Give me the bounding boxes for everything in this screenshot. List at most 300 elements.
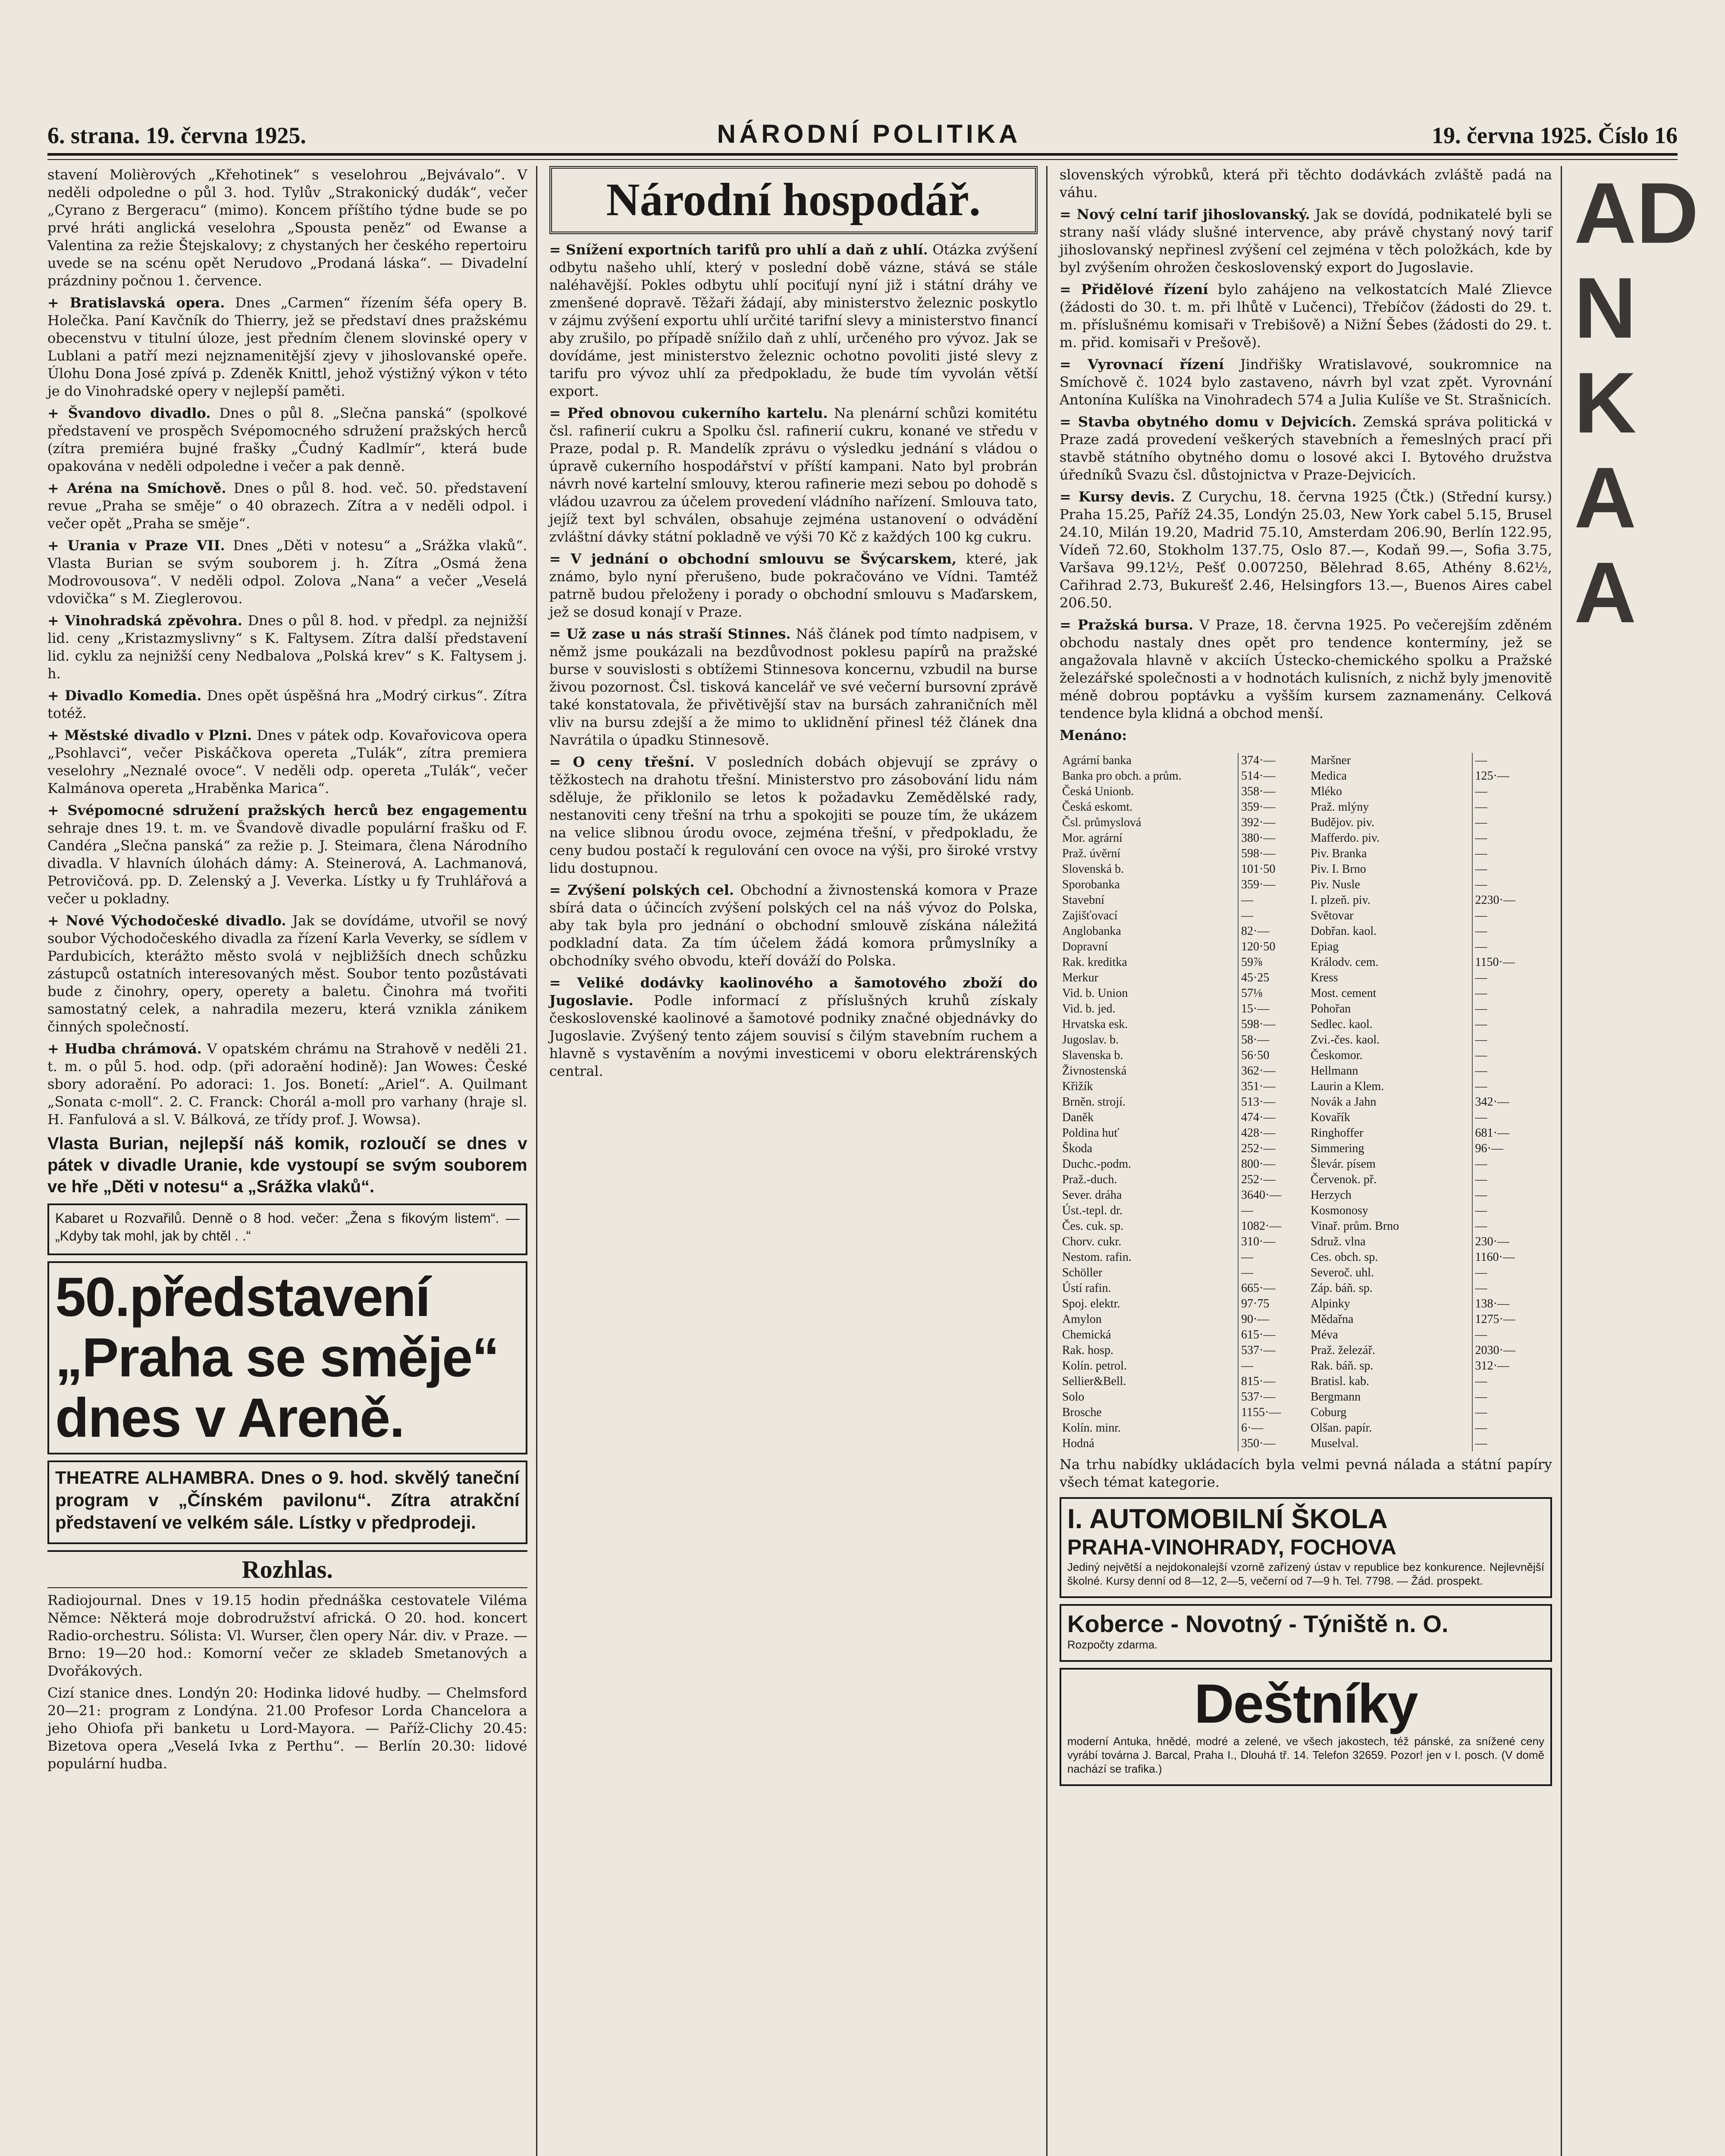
stock-name: Novák a Jahn bbox=[1308, 1094, 1472, 1110]
article-body: Náš článek pod tímto nadpisem, v němž jsme poukázali na bezdůvodnost poklesu papírů na pražské burse v souvislosti s obtížemi Stinnesova koncernu, vzbudil na burse živou pozornost. Čsl. tisková kancelář ve své večerní bursovní zprávě také konstatovala, že přivětivější stav na bursách zahraničních měl vliv na bursu zdejší a že mimo to uklidnění přinesl též článek dna Navrátila o úpadku Stinnesově. bbox=[549, 626, 1038, 748]
table-row bbox=[1060, 846, 1304, 862]
columns bbox=[47, 165, 1699, 2156]
stock-price: — bbox=[1475, 1390, 1487, 1404]
stock-name: Česká Unionb. bbox=[1060, 784, 1238, 799]
article bbox=[47, 479, 527, 533]
stock-name: Sever. dráha bbox=[1060, 1188, 1238, 1203]
table-row bbox=[1308, 924, 1552, 939]
table-row bbox=[1308, 799, 1552, 815]
stock-price: 537·— bbox=[1241, 1390, 1276, 1404]
stock-price: 1160·— bbox=[1475, 1250, 1515, 1264]
article-head: = O ceny třešní. bbox=[549, 754, 695, 770]
stock-name: Brosche bbox=[1060, 1405, 1238, 1420]
stock-name: Ústí rafin. bbox=[1060, 1281, 1238, 1296]
stock-price: — bbox=[1475, 1188, 1487, 1202]
table-row bbox=[1308, 1188, 1552, 1203]
article bbox=[47, 612, 527, 683]
stock-price: — bbox=[1241, 1359, 1253, 1373]
stock-price: 665·— bbox=[1241, 1282, 1276, 1295]
arena-line-1: 50.představení bbox=[55, 1266, 430, 1328]
stock-price: 537·— bbox=[1241, 1344, 1276, 1357]
stock-price: 342·— bbox=[1475, 1095, 1509, 1109]
table-row bbox=[1060, 815, 1304, 830]
article-head: = V jednání o obchodní smlouvu se Švýcarskem, bbox=[549, 551, 957, 567]
stock-name: Sdruž. vlna bbox=[1308, 1234, 1472, 1250]
table-row bbox=[1308, 1389, 1552, 1405]
stock-name: Křižík bbox=[1060, 1079, 1238, 1094]
table-row bbox=[1060, 1094, 1304, 1110]
kabaret-text: Kabaret u Rozvařilů. Denně o 8 hod. večer: „Žena s fikovým listem“. — „Kdyby tak mohl, jak by chtěl . .“ bbox=[55, 1210, 520, 1244]
stock-price: 380·— bbox=[1241, 831, 1276, 845]
table-row bbox=[1060, 862, 1304, 877]
article-head: + Urania v Praze VII. bbox=[47, 537, 225, 554]
table-row bbox=[1308, 1172, 1552, 1188]
stock-price: — bbox=[1475, 987, 1487, 1000]
stock-name: Muselval. bbox=[1308, 1436, 1472, 1451]
stock-price: — bbox=[1475, 1111, 1487, 1124]
stock-price: — bbox=[1475, 847, 1487, 860]
koberce-title: Koberce - Novotný - Týniště n. O. bbox=[1067, 1610, 1449, 1637]
stock-price: 252·— bbox=[1241, 1142, 1276, 1155]
table-row bbox=[1060, 830, 1304, 846]
stock-price: — bbox=[1241, 893, 1253, 907]
table-row bbox=[1060, 1374, 1304, 1389]
column-economy bbox=[549, 166, 1048, 2156]
article-head: + Švandovo divadlo. bbox=[47, 405, 211, 421]
table-row bbox=[1308, 1358, 1552, 1374]
stock-name: Piv. Branka bbox=[1308, 846, 1472, 862]
table-row bbox=[1308, 1079, 1552, 1094]
stock-name: Solo bbox=[1060, 1389, 1238, 1405]
article-head: = Už zase u nás straší Stinnes. bbox=[549, 626, 791, 642]
article-body: Otázka zvýšení odbytu našeho uhlí, který v poslední době vázne, stává se stále naléhavější. Pokles odbytu uhlí pociťují nyní již i státní dráhy ve zmenšené dopravě. Těžaři žádají, aby ministerstvo železnic poskytlo v zájmu zvýšení exportu uhlí určité tarifní slevy a ministerstvo financí aby zrušilo, po případě snížilo daň z uhlí, určeného pro vývoz. Jak se dovídáme, jest ministerstvo železnic ochotno povoliti jisté slevy z tarifu pro vývoz uhlí za předpokladu, že bude tím vyvolán větší export. bbox=[549, 241, 1038, 399]
stock-price: 1275·— bbox=[1475, 1313, 1515, 1326]
stock-name: Sedlec. kaol. bbox=[1308, 1017, 1472, 1032]
article-body: sehraje dnes 19. t. m. ve Švandově divadle populární frašku od F. Candéra „Slečna panská“ za režie p. J. Steimara, člena Národního divadla. V hlavních úlohách dámy: A. Steinerová, A. Lachmanová, Petrovičová. pp. D. Zelenský a J. Veverka. Lístky u fy Truhlářová a večer u pokladny. bbox=[47, 820, 527, 907]
stock-name: Medica bbox=[1308, 768, 1472, 784]
stock-price: — bbox=[1475, 1080, 1487, 1093]
table-row bbox=[1308, 955, 1552, 970]
stock-price: — bbox=[1475, 785, 1487, 798]
table-row bbox=[1060, 768, 1304, 784]
stock-name: Hellmann bbox=[1308, 1063, 1472, 1079]
stock-price: 513·— bbox=[1241, 1095, 1276, 1109]
table-row bbox=[1060, 1343, 1304, 1358]
stock-name: Rak. kreditka bbox=[1060, 955, 1238, 970]
stock-price: 359·— bbox=[1241, 800, 1276, 814]
table-row bbox=[1060, 877, 1304, 893]
stock-name: Českomor. bbox=[1308, 1048, 1472, 1063]
article-body: Jindřišky Wratislavové, soukromnice na Smíchově č. 1024 bylo zastaveno, návrh byl vzat zpět. Vyrovnání Antonína Kulíška na Vinohradech 574 a Julia Kulíše ve St. Strašnicích. bbox=[1059, 356, 1552, 408]
article bbox=[549, 881, 1038, 970]
stock-name: Čes. cuk. sp. bbox=[1060, 1219, 1238, 1234]
stock-price: — bbox=[1475, 800, 1487, 814]
stock-price: 57⅛ bbox=[1241, 987, 1262, 1000]
stock-name: Nestom. rafin. bbox=[1060, 1250, 1238, 1265]
stock-name: Pohořan bbox=[1308, 1001, 1472, 1017]
table-row bbox=[1308, 1156, 1552, 1172]
stock-price: 681·— bbox=[1475, 1126, 1509, 1140]
stock-name: Mědařna bbox=[1308, 1312, 1472, 1327]
stock-name: Mor. agrární bbox=[1060, 830, 1238, 846]
stock-name: Chemická bbox=[1060, 1327, 1238, 1343]
intro-text: slovenských výrobků, která při těchto dodávkách zvláště padá na váhu. bbox=[1059, 166, 1552, 201]
stock-name: Schöller bbox=[1060, 1265, 1238, 1281]
stock-name: Praž. železář. bbox=[1308, 1343, 1472, 1358]
table-row bbox=[1308, 1420, 1552, 1436]
article-head: = Kursy devis. bbox=[1059, 489, 1175, 505]
stock-price: 351·— bbox=[1241, 1080, 1276, 1093]
auto-line-2: PRAHA-VINOHRADY, FOCHOVA bbox=[1067, 1535, 1396, 1559]
stock-name: Králodv. cem. bbox=[1308, 955, 1472, 970]
stock-name: Rak. báň. sp. bbox=[1308, 1358, 1472, 1374]
article bbox=[1060, 206, 1552, 276]
stock-name: Slovenská b. bbox=[1060, 862, 1238, 877]
stock-name: Duchc.-podm. bbox=[1060, 1156, 1238, 1172]
article-head: = Přidělové řízení bbox=[1059, 281, 1208, 298]
table-row bbox=[1060, 1172, 1304, 1188]
stock-name: Severoč. uhl. bbox=[1308, 1265, 1472, 1281]
stock-price: 428·— bbox=[1241, 1126, 1276, 1140]
stock-price: — bbox=[1475, 1437, 1487, 1450]
stock-name: Česká eskomt. bbox=[1060, 799, 1238, 815]
article-head: = Zvýšení polských cel. bbox=[549, 882, 734, 898]
stock-name: Kovařík bbox=[1308, 1110, 1472, 1125]
stock-price: 2230·— bbox=[1475, 893, 1515, 907]
stock-price: — bbox=[1475, 754, 1487, 767]
article-head: + Svépomocné sdružení pražských herců bez engagementu bbox=[47, 802, 527, 818]
article-body: Jak se dovídáme, utvořil se nový soubor Východočeského divadla za řízení Karla Veverky, se sídlem v Pardubicích, kterážto město svolá v nejbližších dnech schůzku zástupců ostatních interesovaných měst. Soubor tento pozůstávati bude z činohry, opery, operety a baletu. Činohra má tvořiti samostatný celek, a nahradila mezeru, která vznikla zánikem činných společností. bbox=[47, 912, 527, 1035]
table-row bbox=[1060, 1327, 1304, 1343]
stock-name: Daněk bbox=[1060, 1110, 1238, 1125]
table-row bbox=[1060, 970, 1304, 986]
table-row bbox=[1060, 924, 1304, 939]
stock-price: — bbox=[1475, 1033, 1487, 1047]
stock-name: Bratisl. kab. bbox=[1308, 1374, 1472, 1389]
cizi-stanice-text: Cizí stanice dnes. Londýn 20: Hodinka lidové hudby. — Chelmsford 20—21: program z Londýna. 21.00 Profesor Lorda Chancelora a jeho Ohiofa při banketu u Lord-Mayora. — Paříž-Clichy 20.45: Bizetova opera „Veselá Ivka z Perthu“. — Berlín 20.30: lidové populární hudba. bbox=[47, 1685, 527, 1772]
stock-price: — bbox=[1475, 878, 1487, 891]
article-head: = Snížení exportních tarifů pro uhlí a daň z uhlí. bbox=[549, 241, 928, 258]
stock-name: Agrární banka bbox=[1060, 753, 1238, 768]
stock-name: Vid. b. Union bbox=[1060, 986, 1238, 1001]
article bbox=[47, 912, 527, 1036]
stock-price: 392·— bbox=[1241, 816, 1276, 829]
destniky-ad bbox=[1060, 1668, 1552, 1786]
stock-price: — bbox=[1475, 831, 1487, 845]
stock-name: Hrvatska esk. bbox=[1060, 1017, 1238, 1032]
stock-name: Škoda bbox=[1060, 1141, 1238, 1156]
stock-price: 800·— bbox=[1241, 1157, 1276, 1171]
table-row bbox=[1060, 1265, 1304, 1281]
stock-name: Jugoslav. b. bbox=[1060, 1032, 1238, 1048]
stock-price: 359·— bbox=[1241, 878, 1276, 891]
stock-price: — bbox=[1475, 1018, 1487, 1031]
stock-name: Chorv. cukr. bbox=[1060, 1234, 1238, 1250]
column-cut-edge bbox=[1574, 165, 1699, 2156]
article bbox=[1060, 488, 1552, 612]
article bbox=[549, 753, 1038, 877]
table-row bbox=[1308, 1374, 1552, 1389]
stock-name: Mléko bbox=[1308, 784, 1472, 799]
table-row bbox=[1308, 1094, 1552, 1110]
article bbox=[1060, 356, 1552, 409]
article-head: = Pražská bursa. bbox=[1059, 617, 1194, 633]
stock-name: Sellier&Bell. bbox=[1060, 1374, 1238, 1389]
stock-price: 15·— bbox=[1241, 1002, 1270, 1015]
stock-price: — bbox=[1475, 1328, 1487, 1341]
article-body: Obchodní a živnostenská komora v Praze sbírá data o účincích zvýšení polských cel na náš vývoz do Polska, aby tak byla pro jednání o obchodní smlouvě získána náležitá podkladní data. Za tím účelem žádá komora průmyslníky a obchodníky svého obvodu, kteří dováží do Polska. bbox=[549, 882, 1038, 969]
article bbox=[1060, 281, 1552, 351]
article bbox=[47, 1040, 527, 1128]
article bbox=[47, 802, 527, 908]
table-row bbox=[1308, 1296, 1552, 1312]
table-row bbox=[1308, 986, 1552, 1001]
stock-name: Mafferdo. piv. bbox=[1308, 830, 1472, 846]
article-head: = Před obnovou cukerního kartelu. bbox=[549, 405, 828, 421]
stock-name: Dopravní bbox=[1060, 939, 1238, 955]
table-row bbox=[1060, 1296, 1304, 1312]
stock-name: Šlevár. písem bbox=[1308, 1156, 1472, 1172]
stock-price: — bbox=[1475, 816, 1487, 829]
stock-name: Zajišťovací bbox=[1060, 908, 1238, 924]
stock-price: 310·— bbox=[1241, 1235, 1276, 1248]
auto-line-1: I. AUTOMOBILNÍ ŠKOLA bbox=[1067, 1503, 1388, 1534]
kabaret-ad bbox=[47, 1203, 527, 1255]
stock-name: Úst.-tepl. dr. bbox=[1060, 1203, 1238, 1219]
stock-name: Kolín. petrol. bbox=[1060, 1358, 1238, 1374]
koberce-text: Rozpočty zdarma. bbox=[1067, 1638, 1158, 1651]
header-rule bbox=[47, 153, 1678, 160]
stock-price: — bbox=[1475, 1173, 1487, 1186]
table-row bbox=[1308, 784, 1552, 799]
stock-name: Poldina huť bbox=[1060, 1125, 1238, 1141]
stock-price: — bbox=[1475, 1002, 1487, 1015]
stock-price: 230·— bbox=[1475, 1235, 1509, 1248]
article-head: + Městské divadlo v Plzni. bbox=[47, 727, 252, 743]
stock-price: — bbox=[1475, 1219, 1487, 1233]
article-body: Z Curychu, 18. června 1925 (Čtk.) (Střední kursy.) Praha 15.25, Paříž 24.35, Londýn 25.03, New York cabel 5.15, Brusel 24.10, Milán 19.20, Madrid 75.10, Amsterdam 206.90, Berlín 122.95, Vídeň 72.60, Stokholm 137.75, Oslo 87.—, Kodaň 99.—, Sofia 3.75, Varšava 99.12½, Pešť 0.007250, Bělehrad 8.65, Athény 8.62½, Cařihrad 2.73, Bukurešť 2.46, Helsingfors 13.—, Buenos Aires cabel 206.50. bbox=[1059, 489, 1552, 611]
table-row bbox=[1308, 815, 1552, 830]
auto-school-ad bbox=[1060, 1497, 1552, 1598]
table-row bbox=[1060, 1032, 1304, 1048]
stock-name: Simmering bbox=[1308, 1141, 1472, 1156]
article bbox=[47, 727, 527, 797]
table-row bbox=[1308, 1203, 1552, 1219]
stock-name: Piv. Nusle bbox=[1308, 877, 1472, 893]
article bbox=[549, 241, 1038, 400]
stock-price: — bbox=[1475, 1266, 1487, 1279]
article-body: V posledních dobách objevují se zprávy o těžkostech na drahotu třešní. Ministerstvo pro zásobování lidu nám sděluje, že přiklonilo se letos k požadavku Zemědělské rady, nestanoviti ceny třešní na trhu a spokojiti se pouze tím, že ukázem na velice slibnou úrodu ovoce, zejména třešní, v předpokladu, že ceny budou postačí k regulování cen ovoce na výši, pro široké vrstvy lidu dostupnou. bbox=[549, 754, 1038, 876]
column-finance bbox=[1060, 166, 1562, 2156]
table-row bbox=[1308, 1063, 1552, 1079]
market-note: Na trhu nabídky ukládacích byla velmi pevná nálada a státní papíry všech témat kategorie. bbox=[1059, 1456, 1552, 1490]
masthead: NÁRODNÍ POLITIKA bbox=[717, 119, 1021, 148]
stock-price: 101·50 bbox=[1241, 862, 1276, 876]
stock-name: Praž. úvěrní bbox=[1060, 846, 1238, 862]
stock-price: — bbox=[1475, 1157, 1487, 1171]
table-row bbox=[1308, 1327, 1552, 1343]
table-row bbox=[1060, 1188, 1304, 1203]
table-row bbox=[1060, 1110, 1304, 1125]
stock-price: 374·— bbox=[1241, 754, 1276, 767]
stock-price: 120·50 bbox=[1241, 940, 1276, 953]
table-row bbox=[1060, 908, 1304, 924]
article bbox=[1060, 616, 1552, 722]
table-row bbox=[1060, 1312, 1304, 1327]
stock-price: — bbox=[1241, 1250, 1253, 1264]
stock-price: 97·75 bbox=[1241, 1297, 1270, 1310]
article-body: Zemská správa politická v Praze zadá provedení veškerých stavebních a řemeslných prací při stavbě státního obytného domu o losové akci I. Bytového družstva úředníků Svazu čsl. důstojnictva v Praze-Dejvicích. bbox=[1059, 414, 1552, 483]
stock-name: Epiag bbox=[1308, 939, 1472, 955]
header-right: 19. června 1925. Číslo 16 bbox=[1432, 122, 1678, 148]
rozhlas-text: Radiojournal. Dnes v 19.15 hodin přednáška cestovatele Viléma Němce: Některá moje dobrodružství africká. O 20. hod. koncert Radio-orchestru. Sólista: Vl. Wurser, člen opery Nár. div. v Praze. — Brno: 19—20 hod.: Komorní večer ze skladeb Smetanových a Dvořákových. bbox=[47, 1592, 527, 1679]
article-head: = Veliké dodávky kaolinového a šamotového zboží do Jugoslavie. bbox=[549, 975, 1038, 1009]
table-row bbox=[1060, 986, 1304, 1001]
stock-price: 2030·— bbox=[1475, 1344, 1515, 1357]
table-row bbox=[1060, 1048, 1304, 1063]
arena-ad bbox=[47, 1261, 527, 1454]
table-row bbox=[1060, 1063, 1304, 1079]
article bbox=[47, 687, 527, 722]
article-body: Dnes v pátek odp. Kovařovicova opera „Psohlavci“, večer Piskáčkova opereta „Tulák“, zítra premiera veselohry „Neznalé ovoce“. V neděli odp. opereta „Tulák“, večer Kalmánova opereta „Hraběnka Marica“. bbox=[47, 727, 527, 796]
stock-price: — bbox=[1475, 1375, 1487, 1388]
stock-price: — bbox=[1475, 1421, 1487, 1435]
page-header bbox=[47, 110, 1678, 149]
stock-name: Sporobanka bbox=[1060, 877, 1238, 893]
stock-name: Banka pro obch. a prům. bbox=[1060, 768, 1238, 784]
stock-name: Bergmann bbox=[1308, 1389, 1472, 1405]
table-row bbox=[1060, 1001, 1304, 1017]
stock-name: Čsl. průmyslová bbox=[1060, 815, 1238, 830]
stock-name: Červenok. př. bbox=[1308, 1172, 1472, 1188]
table-row bbox=[1308, 908, 1552, 924]
stock-price: — bbox=[1475, 1406, 1487, 1419]
stock-name: Záp. báň. sp. bbox=[1308, 1281, 1472, 1296]
alhambra-text: THEATRE ALHAMBRA. Dnes o 9. hod. skvělý taneční program v „Čínském pavilonu“. Zítra atrakční představení ve velkém sále. Lístky v předprodeji. bbox=[55, 1467, 520, 1532]
table-row bbox=[1308, 768, 1552, 784]
table-row bbox=[1308, 1032, 1552, 1048]
article bbox=[549, 404, 1038, 546]
auto-text: Jediný největší a nejdokonalejší vzorně zařízený ústav v republice bez konkurence. Nejlevnější školné. Kursy denní od 8—12, 2—5, večerní od 7—9 h. Tel. 7798. — Žád. prospekt. bbox=[1067, 1561, 1544, 1587]
table-row bbox=[1308, 1436, 1552, 1451]
table-row bbox=[1308, 1312, 1552, 1327]
stock-price: 598·— bbox=[1241, 847, 1276, 860]
destniky-text: moderní Antuka, hnědé, modré a zelené, ve všech jakostech, též pánské, za snížené ceny vyrábí továrna J. Barcal, Praha I., Dlouhá tř. 14. Telefon 32659. Pozor! jen v I. posch. (V domě nachází se trafika.) bbox=[1067, 1735, 1544, 1775]
bourse-table-left bbox=[1060, 753, 1304, 1451]
stock-name: Hodná bbox=[1060, 1436, 1238, 1451]
table-row bbox=[1308, 1234, 1552, 1250]
column-theatre bbox=[47, 166, 537, 2156]
bourse-table-right bbox=[1308, 753, 1552, 1451]
stock-price: 96·— bbox=[1475, 1142, 1503, 1155]
article bbox=[1060, 413, 1552, 484]
table-row bbox=[1308, 1048, 1552, 1063]
article-body: Podle informací z příslušných kruhů získaly československé kaolinové a šamotové podniky značné objednávky do Jugoslavie. Zvýšený tento zájem souvisí s čilým stavebním ruchem a hlavně s vystavěním a novými investicemi v oboru elektrárenských central. bbox=[549, 992, 1038, 1079]
article-head: Menáno: bbox=[1059, 727, 1127, 743]
stock-price: — bbox=[1475, 1064, 1487, 1078]
table-row bbox=[1308, 1265, 1552, 1281]
stock-price: 1155·— bbox=[1241, 1406, 1281, 1419]
stock-name: Slavenska b. bbox=[1060, 1048, 1238, 1063]
table-row bbox=[1060, 893, 1304, 908]
article-body: Na plenární schůzi komitétu čsl. rafinerií cukru a Spolku čsl. rafinerií cukru, konané ve středu v Praze, podal p. R. Mandelík zprávu o výsledku jednání s vládou o úpravě cukerního hospodářství v příští kampani. Nato byl probrán návrh nové kartelní smlouvy, kterou rafinerie mezi sebou po dohodě s vládou uzavrou za účelem provedení vládního nařízení. Smlouva tato, jejíž text byl schválen, obsahuje zejména ustanovení o odvádění zvláštní dávky státní pokladně ve výši 70 Kč z každých 100 kg cukru. bbox=[549, 405, 1038, 545]
table-row bbox=[1060, 1079, 1304, 1094]
table-row bbox=[1308, 1219, 1552, 1234]
article-head: + Nové Východočeské divadlo. bbox=[47, 912, 286, 929]
table-row bbox=[1060, 1141, 1304, 1156]
stock-price: 6·— bbox=[1241, 1421, 1264, 1435]
table-row bbox=[1308, 1405, 1552, 1420]
stock-price: 56·50 bbox=[1241, 1049, 1270, 1062]
stock-price: — bbox=[1475, 909, 1487, 922]
table-row bbox=[1308, 893, 1552, 908]
section-title: Národní hospodář. bbox=[549, 166, 1038, 234]
stock-name: Piv. I. Brno bbox=[1308, 862, 1472, 877]
table-row bbox=[1060, 799, 1304, 815]
stock-name: Vinař. prům. Brno bbox=[1308, 1219, 1472, 1234]
table-row bbox=[1308, 1343, 1552, 1358]
stock-price: 138·— bbox=[1475, 1297, 1509, 1310]
stock-price: 350·— bbox=[1241, 1437, 1276, 1450]
table-row bbox=[1308, 1110, 1552, 1125]
table-row bbox=[1308, 877, 1552, 893]
stock-name: Olšan. papír. bbox=[1308, 1420, 1472, 1436]
stock-price: 1150·— bbox=[1475, 956, 1515, 969]
table-row bbox=[1060, 1017, 1304, 1032]
intro-text: stavení Molièrových „Křehotinek“ s veselohrou „Bejvávalo“. V neděli odpoledne o půl 3. hod. Tylův „Strakonický dudák“, večer „Cyrano z Bergeracu“ (mimo). Koncem příštího týdne bude se po prvé hráti anglická veselohra „Spousta peněz“ od Ewanse a Valentina za režie Štejskalovy; z chystaných her českého repertoiru uvede se na scénu opět Nerudovo „Prodaná láska“. — Divadelní prázdniny počnou 1. července. bbox=[47, 166, 527, 289]
stock-price: — bbox=[1241, 909, 1253, 922]
stock-price: 82·— bbox=[1241, 924, 1270, 938]
table-row bbox=[1308, 939, 1552, 955]
stock-name: Alpinky bbox=[1308, 1296, 1472, 1312]
stock-name: Budějov. piv. bbox=[1308, 815, 1472, 830]
table-row bbox=[1060, 1420, 1304, 1436]
stock-price: 474·— bbox=[1241, 1111, 1276, 1124]
stock-price: 362·— bbox=[1241, 1064, 1276, 1078]
article bbox=[47, 537, 527, 608]
bourse-tables bbox=[1060, 749, 1552, 1456]
stock-price: — bbox=[1475, 1049, 1487, 1062]
rozhlas-heading: Rozhlas. bbox=[47, 1550, 527, 1588]
stock-name: Praž.-duch. bbox=[1060, 1172, 1238, 1188]
stock-name: Světovar bbox=[1308, 908, 1472, 924]
article-head: = Stavba obytného domu v Dejvicích. bbox=[1059, 414, 1357, 430]
article-body: Dnes „Carmen“ řízením šéfa opery B. Holečka. Paní Kavčník do Thierry, jež se představí dnes pražskému obecenstvu v titulní úloze, jest předním členem slovinské opery v Lublani a patří mezi nejznamenitější zjevy v jihoslovanské opeře. Úlohu Dona José zpívá p. Zdeněk Knittl, jehož výstižný výkon v této je do Vinohradské opery v nejlepší paměti. bbox=[47, 295, 527, 399]
table-row bbox=[1060, 1405, 1304, 1420]
stock-price: 59⅞ bbox=[1241, 956, 1262, 969]
table-row bbox=[1060, 1219, 1304, 1234]
article-body: Dnes opět úspěšná hra „Modrý cirkus“. Zítra totéž. bbox=[47, 687, 527, 721]
stock-name: Ringhoffer bbox=[1308, 1125, 1472, 1141]
stock-price: 615·— bbox=[1241, 1328, 1276, 1341]
stock-price: 3640·— bbox=[1241, 1188, 1282, 1202]
article bbox=[549, 550, 1038, 621]
table-row bbox=[1308, 970, 1552, 986]
stock-name: Spoj. elektr. bbox=[1060, 1296, 1238, 1312]
article bbox=[1060, 727, 1552, 744]
table-row bbox=[1060, 1358, 1304, 1374]
stock-price: — bbox=[1475, 1282, 1487, 1295]
article-body: Jak se dovídá, podnikatelé byli se strany naší vlády slušné intervence, aby právě chystaný nový tarif jihoslovanský nepřinesl zvýšení cel zejména v těch položkách, kde by byl zvýšením ohrožen československý export do Jugoslavie. bbox=[1059, 206, 1552, 276]
alhambra-ad bbox=[47, 1460, 527, 1544]
stock-name: Maršner bbox=[1308, 753, 1472, 768]
article-body: které, jak známo, bylo nyní přerušeno, bude pokračováno ve Vídni. Tamtéž patrně budou přeloženy i porady o obchodní smlouvu s Maďarskem, jež se dosud konají v Praze. bbox=[549, 551, 1038, 620]
table-row bbox=[1308, 1001, 1552, 1017]
stock-price: — bbox=[1475, 1204, 1487, 1217]
table-row bbox=[1060, 753, 1304, 768]
table-row bbox=[1060, 1156, 1304, 1172]
stock-price: — bbox=[1241, 1266, 1253, 1279]
